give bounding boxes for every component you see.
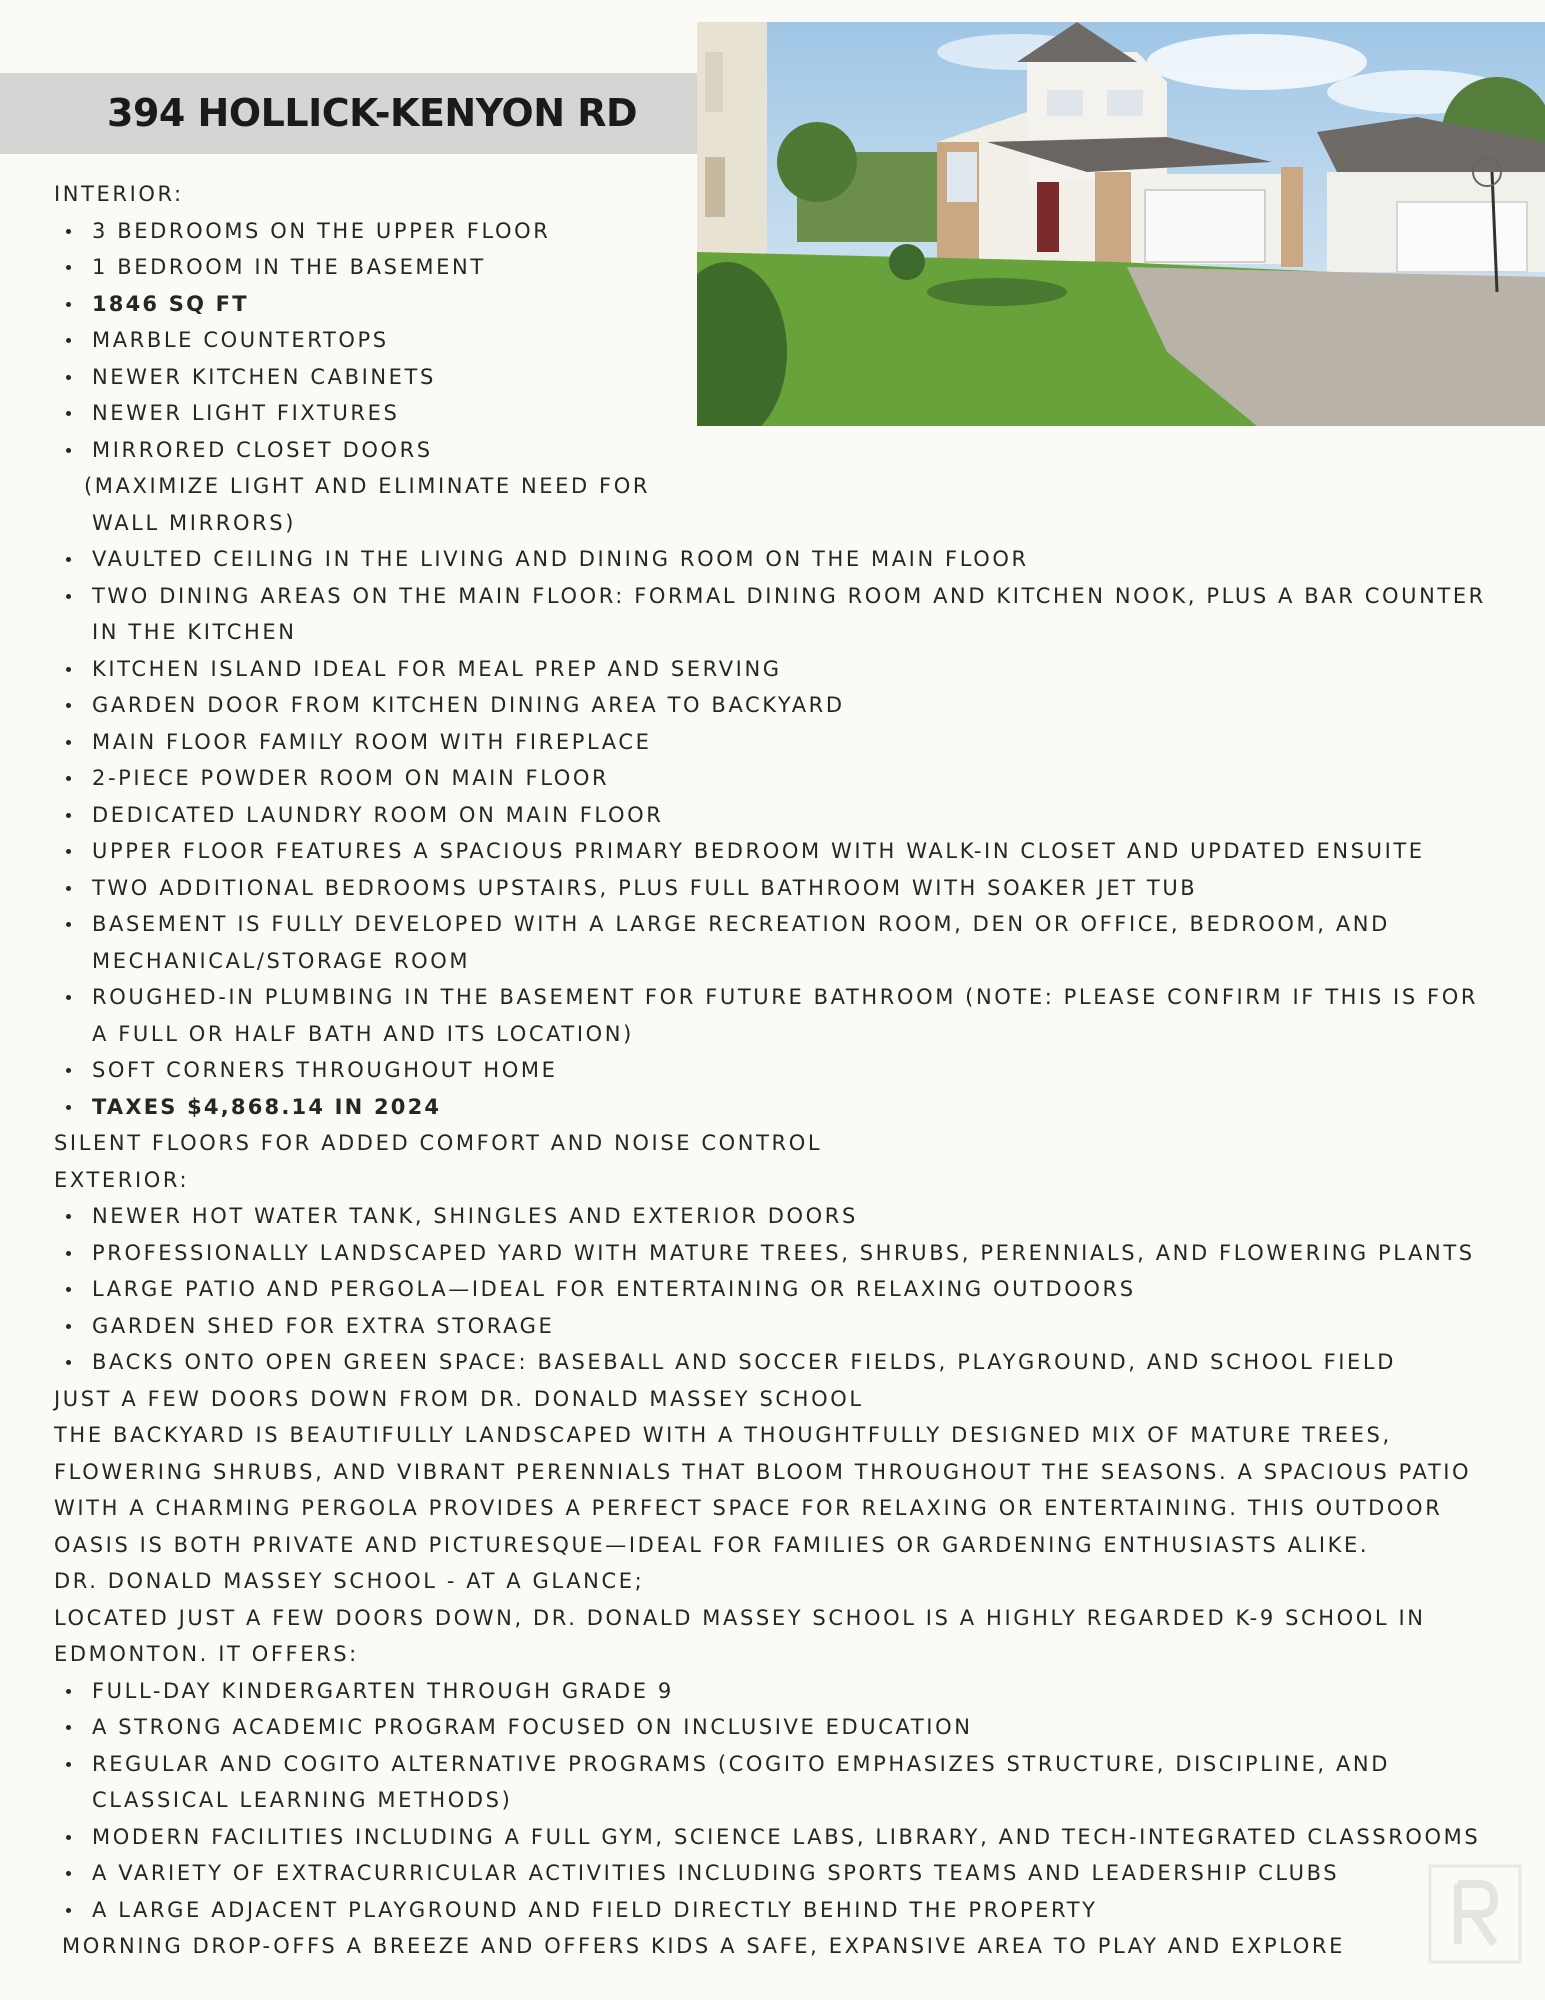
list-item: 1846 SQ FT: [54, 286, 1514, 323]
list-item: TAXES $4,868.14 IN 2024: [54, 1089, 1514, 1126]
school-intro: LOCATED JUST A FEW DOORS DOWN, DR. DONALD MASSEY SCHOOL IS A HIGHLY REGARDED K-9 SCHOOL IN: [54, 1605, 1426, 1630]
list-item: KITCHEN ISLAND IDEAL FOR MEAL PREP AND SERVING: [54, 651, 1514, 688]
school-intro: EDMONTON. IT OFFERS:: [54, 1642, 359, 1666]
page-title: 394 HOLLICK-KENYON RD: [107, 91, 638, 135]
list-item: 3 BEDROOMS ON THE UPPER FLOOR: [54, 213, 1514, 250]
list-item: DEDICATED LAUNDRY ROOM ON MAIN FLOOR: [54, 797, 1514, 834]
list-item: FULL-DAY KINDERGARTEN THROUGH GRADE 9: [54, 1673, 1514, 1710]
silent-floors-text: SILENT FLOORS FOR ADDED COMFORT AND NOISE CONTROL: [54, 1131, 823, 1155]
list-item: NEWER KITCHEN CABINETS: [54, 359, 1514, 396]
list-item: 1 BEDROOM IN THE BASEMENT: [54, 249, 1514, 286]
few-doors-text: JUST A FEW DOORS DOWN FROM DR. DONALD MASSEY SCHOOL: [54, 1386, 864, 1411]
list-item: ROUGHED-IN PLUMBING IN THE BASEMENT FOR FUTURE BATHROOM (NOTE: PLEASE CONFIRM IF THIS IS FOR A FULL OR HALF BATH AND ITS LOCATION): [54, 979, 1514, 1052]
list-item: SOFT CORNERS THROUGHOUT HOME: [54, 1052, 1514, 1089]
list-item: MAIN FLOOR FAMILY ROOM WITH FIREPLACE: [54, 724, 1514, 761]
list-item-text: MIRRORED CLOSET DOORS: [92, 437, 433, 462]
list-item: A LARGE ADJACENT PLAYGROUND AND FIELD DIRECTLY BEHIND THE PROPERTY: [54, 1892, 1514, 1929]
backyard-paragraph-line: WITH A CHARMING PERGOLA PROVIDES A PERFECT SPACE FOR RELAXING OR ENTERTAINING. THIS OUTDOOR: [54, 1496, 1443, 1520]
list-item: REGULAR AND COGITO ALTERNATIVE PROGRAMS (COGITO EMPHASIZES STRUCTURE, DISCIPLINE, AND CLASSICAL LEARNING METHODS): [54, 1746, 1514, 1819]
list-item: UPPER FLOOR FEATURES A SPACIOUS PRIMARY BEDROOM WITH WALK-IN CLOSET AND UPDATED ENSUITE: [54, 833, 1514, 870]
list-item: A STRONG ACADEMIC PROGRAM FOCUSED ON INCLUSIVE EDUCATION: [54, 1709, 1514, 1746]
exterior-heading: EXTERIOR:: [54, 1167, 190, 1192]
realtor-logo-icon: [1428, 1864, 1522, 1964]
backyard-paragraph-line: THE BACKYARD IS BEAUTIFULLY LANDSCAPED WITH A THOUGHTFULLY DESIGNED MIX OF MATURE TREES,: [54, 1423, 1392, 1447]
list-item: NEWER LIGHT FIXTURES: [54, 395, 1514, 432]
school-closing: MORNING DROP-OFFS A BREEZE AND OFFERS KIDS A SAFE, EXPANSIVE AREA TO PLAY AND EXPLORE: [62, 1934, 1345, 1958]
list-item: LARGE PATIO AND PERGOLA—IDEAL FOR ENTERTAINING OR RELAXING OUTDOORS: [54, 1271, 1514, 1308]
list-item: VAULTED CEILING IN THE LIVING AND DINING ROOM ON THE MAIN FLOOR: [54, 541, 1514, 578]
list-item: 2-PIECE POWDER ROOM ON MAIN FLOOR: [54, 760, 1514, 797]
list-item: GARDEN SHED FOR EXTRA STORAGE: [54, 1308, 1514, 1345]
list-item: BACKS ONTO OPEN GREEN SPACE: BASEBALL AND SOCCER FIELDS, PLAYGROUND, AND SCHOOL FIELD: [54, 1344, 1514, 1381]
closet-note: (MAXIMIZE LIGHT AND ELIMINATE NEED FOR: [84, 474, 651, 498]
school-heading: DR. DONALD MASSEY SCHOOL - AT A GLANCE;: [54, 1569, 645, 1593]
backyard-paragraph-line: OASIS IS BOTH PRIVATE AND PICTURESQUE—IDEAL FOR FAMILIES OR GARDENING ENTHUSIASTS ALIKE.: [54, 1532, 1370, 1557]
list-item: TWO DINING AREAS ON THE MAIN FLOOR: FORMAL DINING ROOM AND KITCHEN NOOK, PLUS A BAR COUNTER IN THE KITCHEN: [54, 578, 1514, 651]
exterior-list: [54, 1198, 1514, 1381]
interior-list-continued: [54, 541, 1514, 1125]
list-item: BASEMENT IS FULLY DEVELOPED WITH A LARGE RECREATION ROOM, DEN OR OFFICE, BEDROOM, AND MECHANICAL/STORAGE ROOM: [54, 906, 1514, 979]
listing-content: [54, 176, 1514, 1965]
backyard-paragraph-line: FLOWERING SHRUBS, AND VIBRANT PERENNIALS THAT BLOOM THROUGHOUT THE SEASONS. A SPACIOUS PATIO: [54, 1459, 1472, 1484]
list-item: MODERN FACILITIES INCLUDING A FULL GYM, SCIENCE LABS, LIBRARY, AND TECH-INTEGRATED CLASSROOMS: [54, 1819, 1514, 1856]
list-item: NEWER HOT WATER TANK, SHINGLES AND EXTERIOR DOORS: [54, 1198, 1514, 1235]
school-list: [54, 1673, 1514, 1929]
closet-note: WALL MIRRORS): [92, 510, 296, 535]
interior-list: [54, 213, 1514, 542]
list-item: PROFESSIONALLY LANDSCAPED YARD WITH MATURE TREES, SHRUBS, PERENNIALS, AND FLOWERING PLANTS: [54, 1235, 1514, 1272]
list-item: A VARIETY OF EXTRACURRICULAR ACTIVITIES INCLUDING SPORTS TEAMS AND LEADERSHIP CLUBS: [54, 1855, 1514, 1892]
list-item: [54, 432, 1514, 542]
list-item: MARBLE COUNTERTOPS: [54, 322, 1514, 359]
list-item: GARDEN DOOR FROM KITCHEN DINING AREA TO BACKYARD: [54, 687, 1514, 724]
list-item: TWO ADDITIONAL BEDROOMS UPSTAIRS, PLUS FULL BATHROOM WITH SOAKER JET TUB: [54, 870, 1514, 907]
interior-heading: INTERIOR:: [54, 182, 184, 206]
